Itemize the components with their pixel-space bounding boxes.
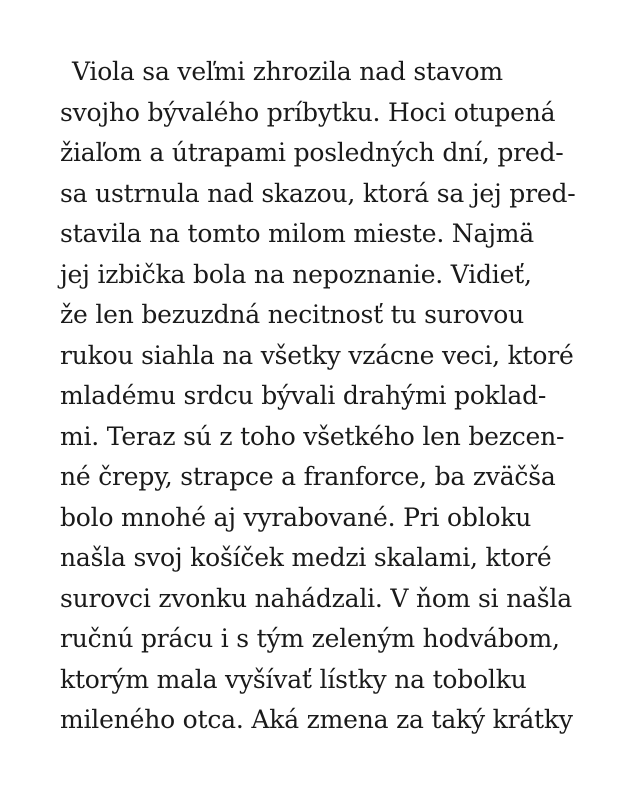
text-line: rukou siahla na všetky vzácne veci, ktoré <box>60 340 574 370</box>
text-line: mileného otca. Aká zmena za taký krátky <box>60 705 573 734</box>
text-line: ručnú prácu i s tým zeleným hodvábom, <box>60 624 560 653</box>
text-line: né črepy, strapce a franforce, ba zväčša <box>60 462 556 491</box>
text-line: mi. Teraz sú z toho všetkého len bezcen- <box>60 421 565 451</box>
text-line: žiaľom a útrapami posledných dní, pred- <box>60 138 564 167</box>
text-line: že len bezuzdná necitnosť tu surovou <box>60 300 524 329</box>
text-line: našla svoj košíček medzi skalami, ktoré <box>60 543 552 572</box>
text-line: mladému srdcu bývali drahými poklad- <box>60 381 547 410</box>
text-line: jej izbička bola na nepoznanie. Vidieť, <box>60 259 532 289</box>
text-line: ktorým mala vyšívať lístky na tobolku <box>60 664 527 694</box>
text-line: Viola sa veľmi zhrozila nad stavom <box>72 57 503 86</box>
text-paragraph <box>60 52 600 741</box>
text-line: stavila na tomto milom mieste. Najmä <box>60 219 534 248</box>
text-line: bolo mnohé aj vyrabované. Pri obloku <box>60 502 532 532</box>
text-line: surovci zvonku nahádzali. V ňom si našla <box>60 583 572 613</box>
text-line: sa ustrnula nad skazou, ktorá sa jej pred- <box>60 178 576 208</box>
text-line: svojho bývalého príbytku. Hoci otupená <box>60 97 556 127</box>
